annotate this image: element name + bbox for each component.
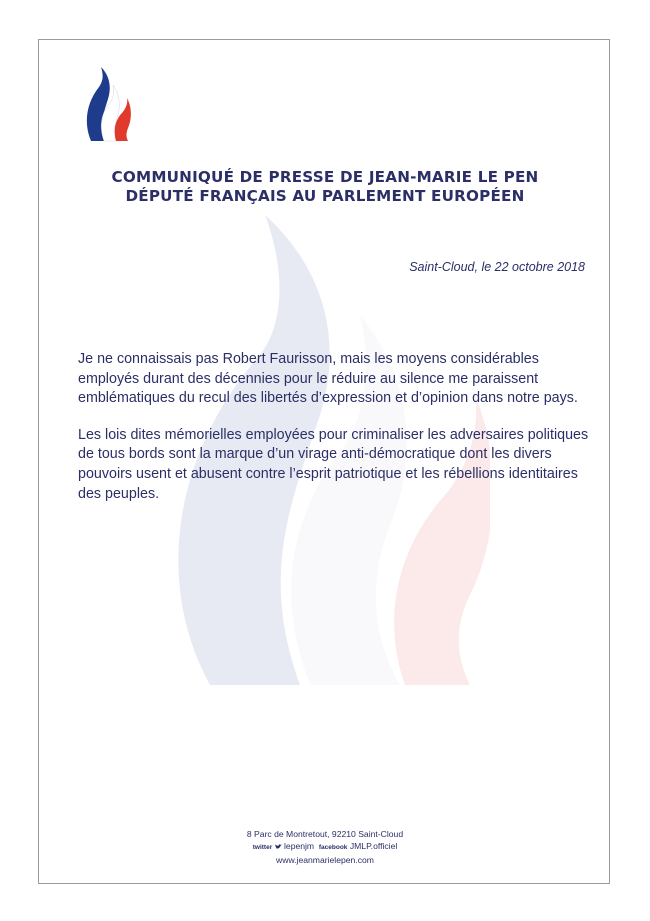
tricolor-flame-icon bbox=[85, 67, 131, 143]
twitter-label: twitter bbox=[252, 844, 273, 851]
footer bbox=[60, 828, 590, 866]
title-line-2: DÉPUTÉ FRANÇAIS AU PARLEMENT EUROPÉEN bbox=[125, 187, 525, 205]
footer-address: 8 Parc de Montretout, 92210 Saint-Cloud bbox=[246, 829, 404, 839]
paragraph-2: Les lois dites mémorielles employées pour criminaliser les adversaires politiques de tous bords sont la marque d’un virage anti-démocratique dont les divers pouvoirs usent et abusent contre l’esprit patriotique et les rébellions identitaires des peuples. bbox=[78, 426, 589, 502]
facebook-label: facebook bbox=[318, 844, 348, 851]
footer-website[interactable]: www.jeanmarielepen.com bbox=[276, 855, 374, 865]
press-release-body bbox=[78, 350, 598, 521]
date-line: Saint-Cloud, le 22 octobre 2018 bbox=[409, 260, 585, 274]
title-line-1: COMMUNIQUÉ DE PRESSE DE JEAN-MARIE LE PEN bbox=[111, 168, 539, 186]
paragraph-1: Je ne connaissais pas Robert Faurisson, mais les moyens considérables employés durant des décennies pour le réduire au silence me paraissent emblématiques du recul des libertés d’expression et d’opinion dans notre pays. bbox=[78, 351, 578, 407]
twitter-bird-icon bbox=[275, 844, 282, 850]
twitter-handle[interactable]: lepenjm bbox=[284, 841, 315, 851]
page-title bbox=[60, 168, 590, 206]
facebook-handle[interactable]: JMLP.officiel bbox=[349, 841, 398, 851]
footer-social bbox=[60, 840, 590, 854]
